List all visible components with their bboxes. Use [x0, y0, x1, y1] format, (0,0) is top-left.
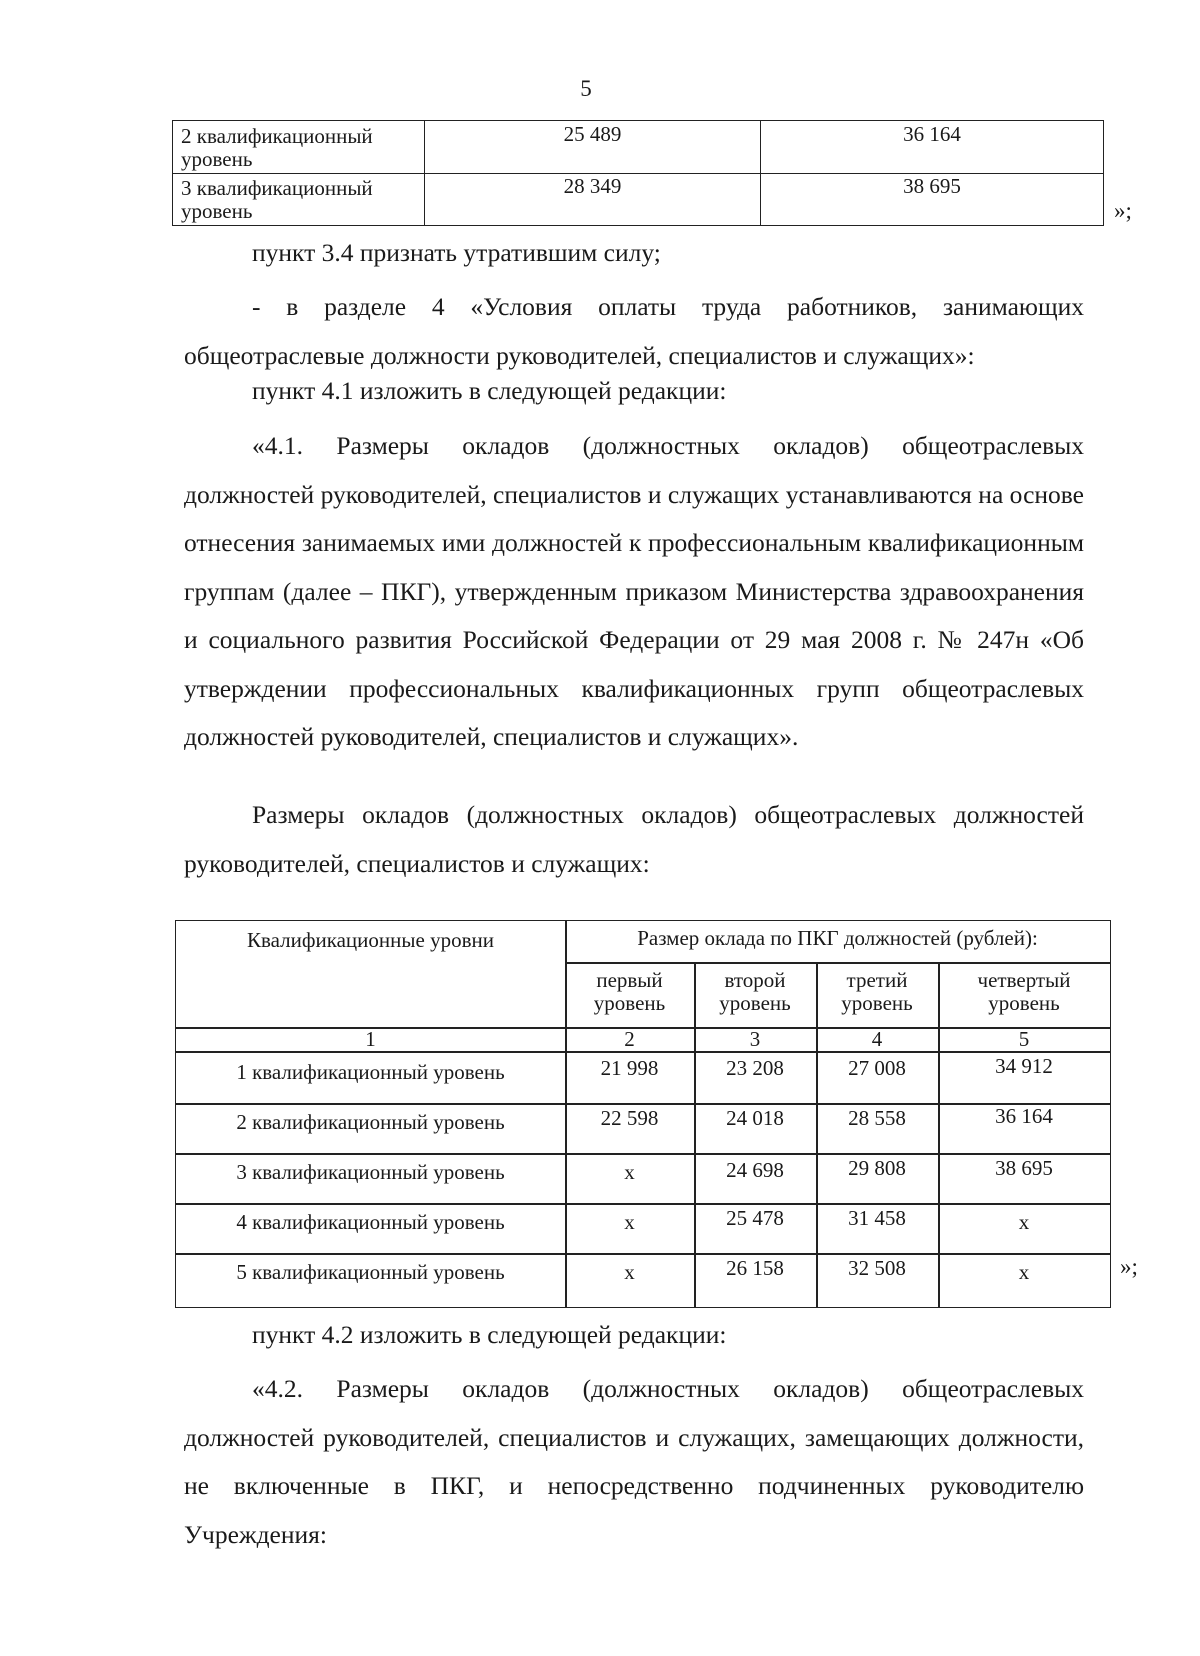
subheader-level-1: первый уровень	[593, 968, 666, 1015]
value-cell: 38 695	[995, 1156, 1053, 1180]
column-number: 2	[624, 1027, 635, 1051]
level-cell: 5 квалификационный уровень	[236, 1260, 505, 1284]
value-cell: 32 508	[848, 1256, 906, 1280]
header-salary: Размер оклада по ПКГ должностей (рублей):	[637, 926, 1038, 950]
paragraph: «4.1. Размеры окладов (должностных окладов) общеотраслевых должностей руководителей, специалистов и служащих устанавливаются на основе отнесения занимаемых ими должностей к профессиональным квалификационным группам (далее – ПКГ), утвержденным приказом Министерства здравоохранения и социального развития Российской Федерации от 29 мая 2008 г. № 247н «Об утверждении профессиональных квалификационных групп общеотраслевых должностей руководителей, специалистов и служащих».	[184, 431, 1084, 751]
paragraph: пункт 4.1 изложить в следующей редакции:	[252, 376, 727, 405]
level-cell: 4 квалификационный уровень	[236, 1210, 505, 1234]
value-cell: 24 018	[726, 1106, 784, 1130]
value-cell: x	[1018, 1210, 1030, 1234]
salary-table	[175, 920, 1111, 1308]
table-row	[173, 121, 1103, 174]
level-cell	[173, 173, 425, 225]
value-cell: 28 558	[848, 1106, 906, 1130]
paragraph: «4.2. Размеры окладов (должностных окладов) общеотраслевых должностей руководителей, специалистов и служащих, замещающих должности, не включенные в ПКГ, и непосредственно подчиненных руководителю Учреждения:	[184, 1374, 1084, 1549]
level-text: 3 квалификационный	[181, 176, 373, 200]
subheader-level-4: четвертый уровень	[977, 968, 1071, 1015]
closing-quote: »;	[1114, 198, 1132, 223]
level-text: 2 квалификационный	[181, 124, 373, 148]
value-cell: x	[624, 1210, 635, 1234]
value-cell: 36 164	[903, 122, 961, 146]
subheader-level-2: второй уровень	[719, 968, 791, 1015]
value-cell: 36 164	[995, 1104, 1053, 1128]
salary-table-continued	[172, 120, 1104, 226]
paragraph: пункт 3.4 признать утратившим силу;	[252, 238, 661, 267]
column-number: 4	[871, 1027, 883, 1051]
level-cell: 3 квалификационный уровень	[236, 1160, 505, 1184]
subheader-level-3: третий уровень	[841, 968, 913, 1015]
column-number: 1	[365, 1027, 376, 1051]
value-cell: 31 458	[848, 1206, 906, 1230]
column-number: 3	[749, 1027, 761, 1051]
table-row	[173, 173, 1103, 225]
value-cell: 24 698	[726, 1158, 784, 1182]
closing-quote: »;	[1120, 1254, 1138, 1279]
paragraph: - в разделе 4 «Условия оплаты труда работников, занимающих общеотраслевые должности руководителей, специалистов и служащих»:	[184, 292, 1084, 370]
page-number: 5	[580, 76, 592, 101]
level-text: уровень	[181, 147, 253, 171]
value-cell: 26 158	[726, 1256, 784, 1280]
value-cell: 29 808	[848, 1156, 906, 1180]
column-number: 5	[1018, 1027, 1030, 1051]
value-cell: 25 478	[726, 1206, 784, 1230]
value-cell: 22 598	[600, 1106, 659, 1130]
paragraph: пункт 4.2 изложить в следующей редакции:	[252, 1320, 727, 1349]
header-levels: Квалификационные уровни	[247, 928, 494, 952]
value-cell: 25 489	[425, 121, 761, 173]
value-cell: x	[1018, 1260, 1030, 1284]
paragraph: Размеры окладов (должностных окладов) общеотраслевых должностей руководителей, специалистов и служащих:	[184, 800, 1084, 878]
value-cell: 28 349	[425, 173, 761, 225]
value-cell: 23 208	[726, 1056, 784, 1080]
level-text: уровень	[181, 199, 253, 223]
level-cell	[173, 121, 425, 173]
value-cell: 21 998	[600, 1056, 659, 1080]
level-cell: 2 квалификационный уровень	[236, 1110, 505, 1134]
value-cell: 38 695	[903, 174, 961, 198]
value-cell: 34 912	[995, 1054, 1053, 1078]
value-cell: 27 008	[848, 1056, 906, 1080]
level-cell: 1 квалификационный уровень	[236, 1060, 505, 1084]
value-cell: x	[624, 1260, 635, 1284]
value-cell: x	[624, 1160, 635, 1184]
